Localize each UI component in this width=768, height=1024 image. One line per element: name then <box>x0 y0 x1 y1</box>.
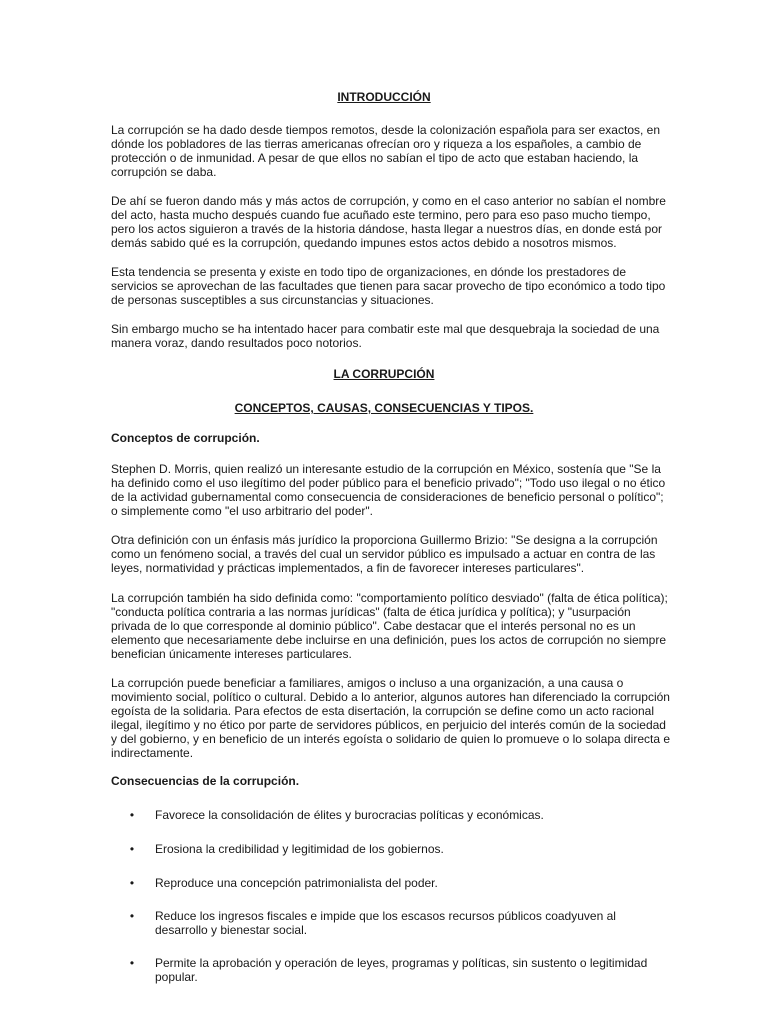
list-item-text: Erosiona la credibilidad y legitimidad de los gobiernos. <box>155 842 444 856</box>
concepts-paragraph-2: Otra definición con un énfasis más jurídico la proporciona Guillermo Brizio: "Se designa a la corrupción como un fenómeno social, a través del cual un servidor público es impulsado a actuar en contra de las leyes, normatividad y prácticas implementados, a fin de favorecer intereses particulares". <box>111 533 658 575</box>
intro-heading: INTRODUCCIÓN <box>337 90 431 104</box>
intro-paragraph-1: La corrupción se ha dado desde tiempos remotos, desde la colonización española para ser exactos, en dónde los pobladores de las tierras americanas ofrecían oro y riqueza a los españoles, a cambio de protección o de inmunidad. A pesar de que ellos no sabían el tipo de acto que estaban haciendo, la corrupción se daba. <box>111 123 661 179</box>
concepts-paragraph-1: Stephen D. Morris, quien realizó un interesante estudio de la corrupción en México, sostenía que "Se la ha definido como el uso ilegítimo del poder público para el beneficio privado"; "Todo uso ilegal o no ético de la actividad gubernamental como consecuencia de consideraciones de beneficio personal o político"; o simplemente como "el uso arbitrario del poder". <box>111 462 666 518</box>
intro-paragraph-3: Esta tendencia se presenta y existe en todo tipo de organizaciones, en dónde los prestadores de servicios se aprovechan de las facultades que tienen para sacar provecho de tipo económico a todo tipo de personas susceptibles a sus circunstancias y situaciones. <box>111 265 666 307</box>
bullet-icon: • <box>129 909 135 923</box>
section-heading: LA CORRUPCIÓN <box>333 367 435 381</box>
concepts-paragraph-4: La corrupción puede beneficiar a familiares, amigos o incluso a una organización, a una causa o movimiento social, político o cultural. Debido a lo anterior, algunos autores han diferenciado la corrupción egoísta de la solidaria. Para efectos de esta disertación, la corrupción se define como un acto racional ilegal, ilegítimo y no ético por parte de servidores públicos, en perjuicio del interés común de la sociedad y del gobierno, y en beneficio de un interés egoísta o solidario de quien lo promueve o lo solapa directa e indirectamente. <box>111 676 671 760</box>
bullet-icon: • <box>129 842 135 856</box>
list-item-text: Reduce los ingresos fiscales e impide que los escasos recursos públicos coadyuven al desarrollo y bienestar social. <box>155 909 616 937</box>
section-subheading: CONCEPTOS, CAUSAS, CONSECUENCIAS Y TIPOS. <box>234 401 534 415</box>
bullet-icon: • <box>129 876 135 890</box>
list-item-text: Reproduce una concepción patrimonialista del poder. <box>155 876 438 890</box>
bullet-icon: • <box>129 956 135 970</box>
intro-paragraph-4: Sin embargo mucho se ha intentado hacer para combatir este mal que desquebraja la sociedad de una manera voraz, dando resultados poco notorios. <box>111 322 660 350</box>
list-item-text: Favorece la consolidación de élites y burocracias políticas y económicas. <box>155 808 544 822</box>
bullet-icon: • <box>129 808 135 822</box>
intro-paragraph-2: De ahí se fueron dando más y más actos de corrupción, y como en el caso anterior no sabían el nombre del acto, hasta mucho después cuando fue acuñado este termino, pero para eso paso mucho tiempo, pero los actos siguieron a través de la historia dándose, hasta llegar a nuestros días, en donde está por demás sabido qué es la corrupción, quedando impunes estos actos debido a nosotros mismos. <box>111 194 666 250</box>
concepts-paragraph-3: La corrupción también ha sido definida como: "comportamiento político desviado" (falta de ética política); "conducta política contraria a las normas jurídicas" (falta de ética jurídica y política); y "usurpación privada de lo que corresponde al dominio público". Cabe destacar que el interés personal no es un elemento que necesariamente debe incluirse en una definición, pues los actos de corrupción no siempre benefician únicamente intereses particulares. <box>111 591 668 661</box>
consequences-heading: Consecuencias de la corrupción. <box>111 774 300 788</box>
concepts-heading: Conceptos de corrupción. <box>111 431 260 445</box>
list-item-text: Permite la aprobación y operación de leyes, programas y políticas, sin sustento o legitimidad popular. <box>155 956 648 984</box>
